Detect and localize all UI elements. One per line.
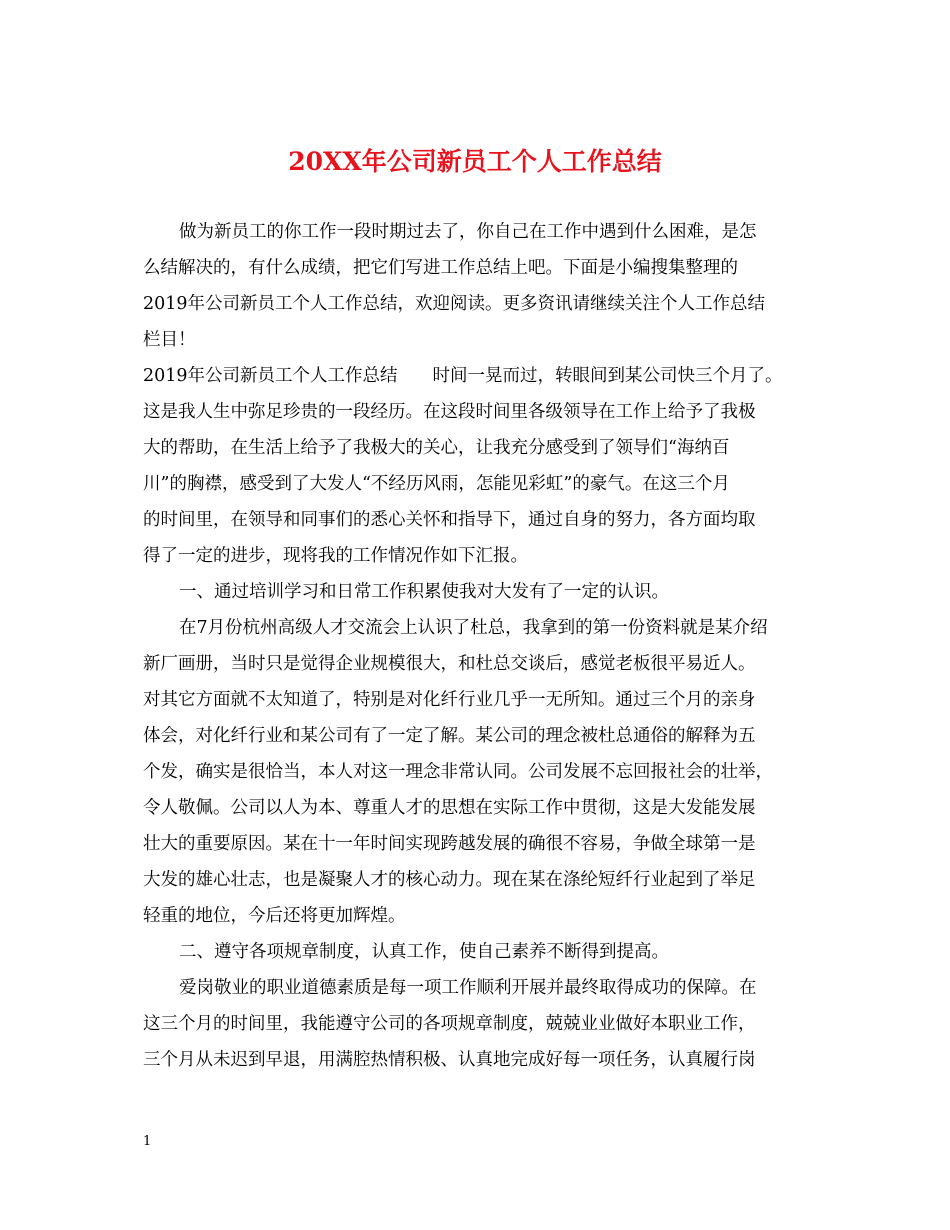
paragraph-line: 个发，确实是很恰当，本人对这一理念非常认同。公司发展不忘回报社会的壮举，: [143, 762, 773, 782]
paragraph-line: 轻重的地位，今后还将更加辉煌。: [143, 906, 406, 926]
paragraph-line: 做为新员工的你工作一段时期过去了，你自己在工作中遇到什么困难，是怎: [179, 222, 757, 242]
document-title: 20XX年公司新员工个人工作总结: [288, 147, 662, 176]
paragraph-line: 这三个月的时间里，我能遵守公司的各项规章制度，兢兢业业做好本职业工作，: [143, 1014, 756, 1034]
paragraph-line: 爱岗敬业的职业道德素质是每一项工作顺利开展并最终取得成功的保障。在: [179, 978, 757, 998]
page-number: 1: [143, 1134, 152, 1149]
paragraph-line: 对其它方面就不太知道了，特别是对化纤行业几乎一无所知。通过三个月的亲身: [143, 690, 756, 710]
paragraph-line: 在7月份杭州高级人才交流会上认识了杜总，我拿到的第一份资料就是某介绍: [179, 618, 768, 638]
section-heading: 二、遵守各项规章制度，认真工作，使自己素养不断得到提高。: [179, 942, 669, 962]
paragraph-line: 体会，对化纤行业和某公司有了一定了解。某公司的理念被杜总通俗的解释为五: [143, 726, 756, 746]
paragraph-line: 这是我人生中弥足珍贵的一段经历。在这段时间里各级领导在工作上给予了我极: [143, 402, 756, 422]
paragraph-line: 川”的胸襟，感受到了大发人“不经历风雨，怎能见彩虹”的豪气。在这三个月: [143, 474, 730, 494]
paragraph-line: 大的帮助，在生活上给予了我极大的关心，让我充分感受到了领导们“海纳百: [143, 438, 730, 458]
paragraph-line: 的时间里，在领导和同事们的悉心关怀和指导下，通过自身的努力，各方面均取: [143, 510, 756, 530]
paragraph-line: 大发的雄心壮志，也是凝聚人才的核心动力。现在某在涤纶短纤行业起到了举足: [143, 870, 756, 890]
paragraph-line: 栏目！: [143, 330, 196, 350]
paragraph-line: 2019年公司新员工个人工作总结 时间一晃而过，转眼间到某公司快三个月了。: [143, 366, 783, 386]
paragraph-line: 么结解决的，有什么成绩，把它们写进工作总结上吧。下面是小编搜集整理的: [143, 258, 738, 278]
paragraph-line: 三个月从未迟到早退，用满腔热情积极、认真地完成好每一项任务，认真履行岗: [143, 1050, 756, 1070]
section-heading: 一、通过培训学习和日常工作积累使我对大发有了一定的认识。: [179, 582, 669, 602]
paragraph-line: 令人敬佩。公司以人为本、尊重人才的思想在实际工作中贯彻，这是大发能发展: [143, 798, 756, 818]
paragraph-line: 2019年公司新员工个人工作总结，欢迎阅读。更多资讯请继续关注个人工作总结: [143, 294, 766, 314]
paragraph-line: 壮大的重要原因。某在十一年时间实现跨越发展的确很不容易，争做全球第一是: [143, 834, 756, 854]
paragraph-line: 新厂画册，当时只是觉得企业规模很大，和杜总交谈后，感觉老板很平易近人。: [143, 654, 756, 674]
paragraph-line: 得了一定的进步，现将我的工作情况作如下汇报。: [143, 546, 528, 566]
